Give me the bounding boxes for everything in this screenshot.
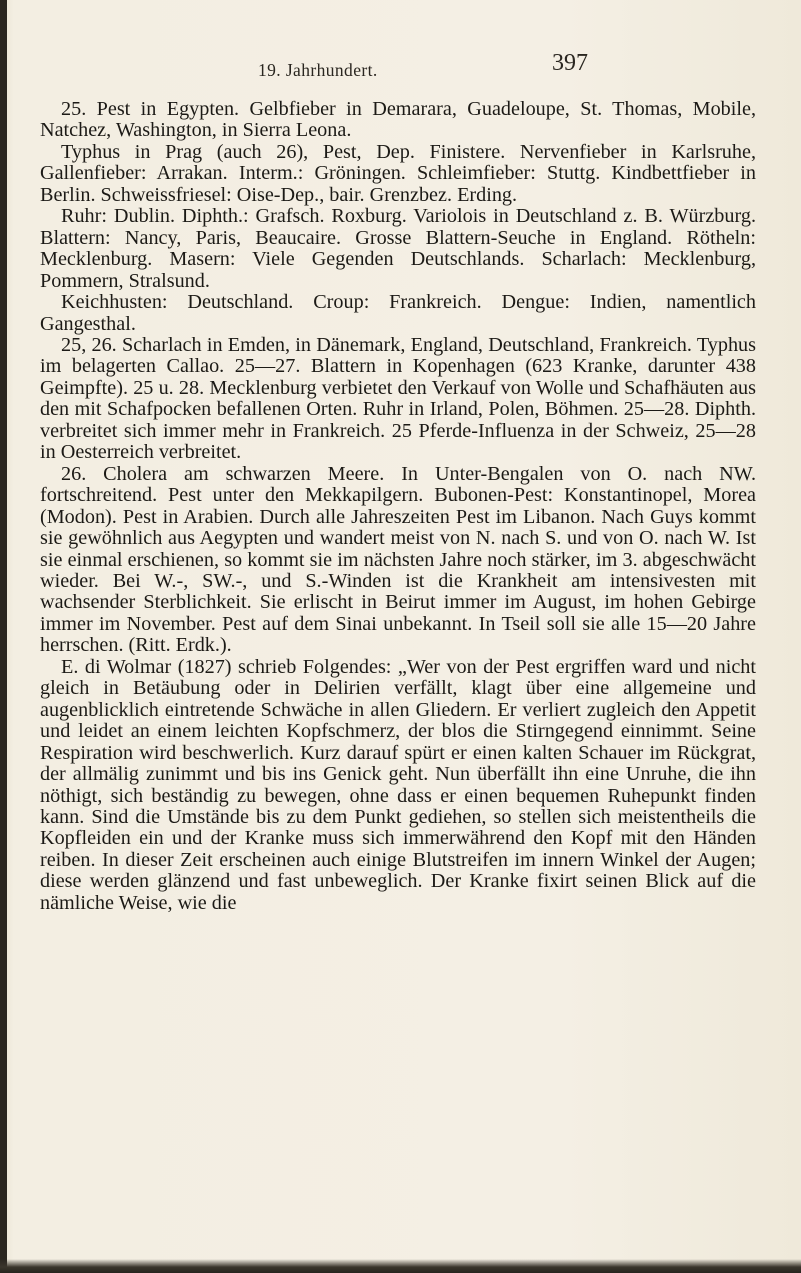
- paragraph: Typhus in Prag (auch 26), Pest, Dep. Finistere. Nervenfieber in Karlsruhe, Gallenfieber: Arrakan. Interm.: Gröningen. Schleimfieber: Stuttg. Kindbettfieber in Berlin. Schweissfriesel: Oise-Dep., bair. Grenzbez. Erding.: [40, 140, 756, 206]
- paragraph: 25. Pest in Egypten. Gelbfieber in Demarara, Guadeloupe, St. Thomas, Mobile, Natchez, Washington, in Sierra Leona.: [40, 98, 756, 142]
- paragraph: Keichhusten: Deutschland. Croup: Frankreich. Dengue: Indien, namentlich Gangesthal.: [40, 291, 756, 335]
- page-number: 397: [552, 50, 588, 76]
- body-text: [40, 99, 756, 914]
- paragraph: 25, 26. Scharlach in Emden, in Dänemark, England, Deutschland, Frankreich. Typhus im belagerten Callao. 25—27. Blattern in Kopenhagen (623 Kranke, darunter 438 Geimpfte). 25 u. 28. Mecklenburg verbietet den Verkauf von Wolle und Schafhäuten aus den mit Schafpocken befallenen Orten. Ruhr in Irland, Polen, Böhmen. 25—28. Diphth. verbreitet sich immer mehr in Frankreich. 25 Pferde-Influenza in der Schweiz, 25—28 in Oesterreich verbreitet.: [40, 333, 756, 464]
- page-header: [0, 50, 801, 80]
- binding-shadow: [0, 0, 7, 1273]
- paragraph: 26. Cholera am schwarzen Meere. In Unter-Bengalen von O. nach NW. fortschreitend. Pest unter den Mekkapilgern. Bubonen-Pest: Konstantinopel, Morea (Modon). Pest in Arabien. Durch alle Jahreszeiten Pest im Libanon. Nach Guys kommt sie gewöhnlich aus Aegypten und wandert meist von N. nach S. und von O. nach W. Ist sie einmal erschienen, so kommt sie im nächsten Jahre noch stärker, im 3. abgeschwächt wieder. Bei W.-, SW.-, und S.-Winden ist die Krankheit am intensivesten mit wachsender Sterblichkeit. Sie erlischt in Beirut immer im August, im hohen Gebirge immer im November. Pest auf dem Sinai unbekannt. In Tseil soll sie alle 15—20 Jahre herrschen. (Ritt. Erdk.).: [40, 462, 756, 657]
- paragraph: E. di Wolmar (1827) schrieb Folgendes: „Wer von der Pest ergriffen ward und nicht gleich in Betäubung oder in Delirien verfällt, klagt über eine allgemeine und augenblicklich eintretende Schwäche in allen Gliedern. Er verliert zugleich den Appetit und leidet an einem leichten Kopfschmerz, der blos die Stirngegend einnimmt. Seine Respiration wird beschwerlich. Kurz darauf spürt er einen kalten Schauer im Rückgrat, der allmälig zunimmt und bis ins Genick geht. Nun überfällt ihn eine Unruhe, die ihn nöthigt, sich beständig zu bewegen, ohne dass er einen bequemen Ruhepunkt finden kann. Sind die Umstände bis zu dem Punkt gediehen, so stellen sich meistentheils die Kopfleiden ein und der Kranke muss sich immerwährend den Kopf mit den Händen reiben. In dieser Zeit erscheinen auch einige Blutstreifen im innern Winkel der Augen; diese werden glänzend und fast unbeweglich. Der Kranke fixirt seinen Blick auf die nämliche Weise, wie die: [40, 655, 756, 914]
- paragraph: Ruhr: Dublin. Diphth.: Grafsch. Roxburg. Variolois in Deutschland z. B. Würzburg. Blattern: Nancy, Paris, Beaucaire. Grosse Blattern-Seuche in England. Rötheln: Mecklenburg. Masern: Viele Gegenden Deutschlands. Scharlach: Mecklenburg, Pommern, Stralsund.: [40, 205, 756, 292]
- page-bottom-edge: [0, 1259, 801, 1273]
- running-head: 19. Jahrhundert.: [258, 60, 378, 80]
